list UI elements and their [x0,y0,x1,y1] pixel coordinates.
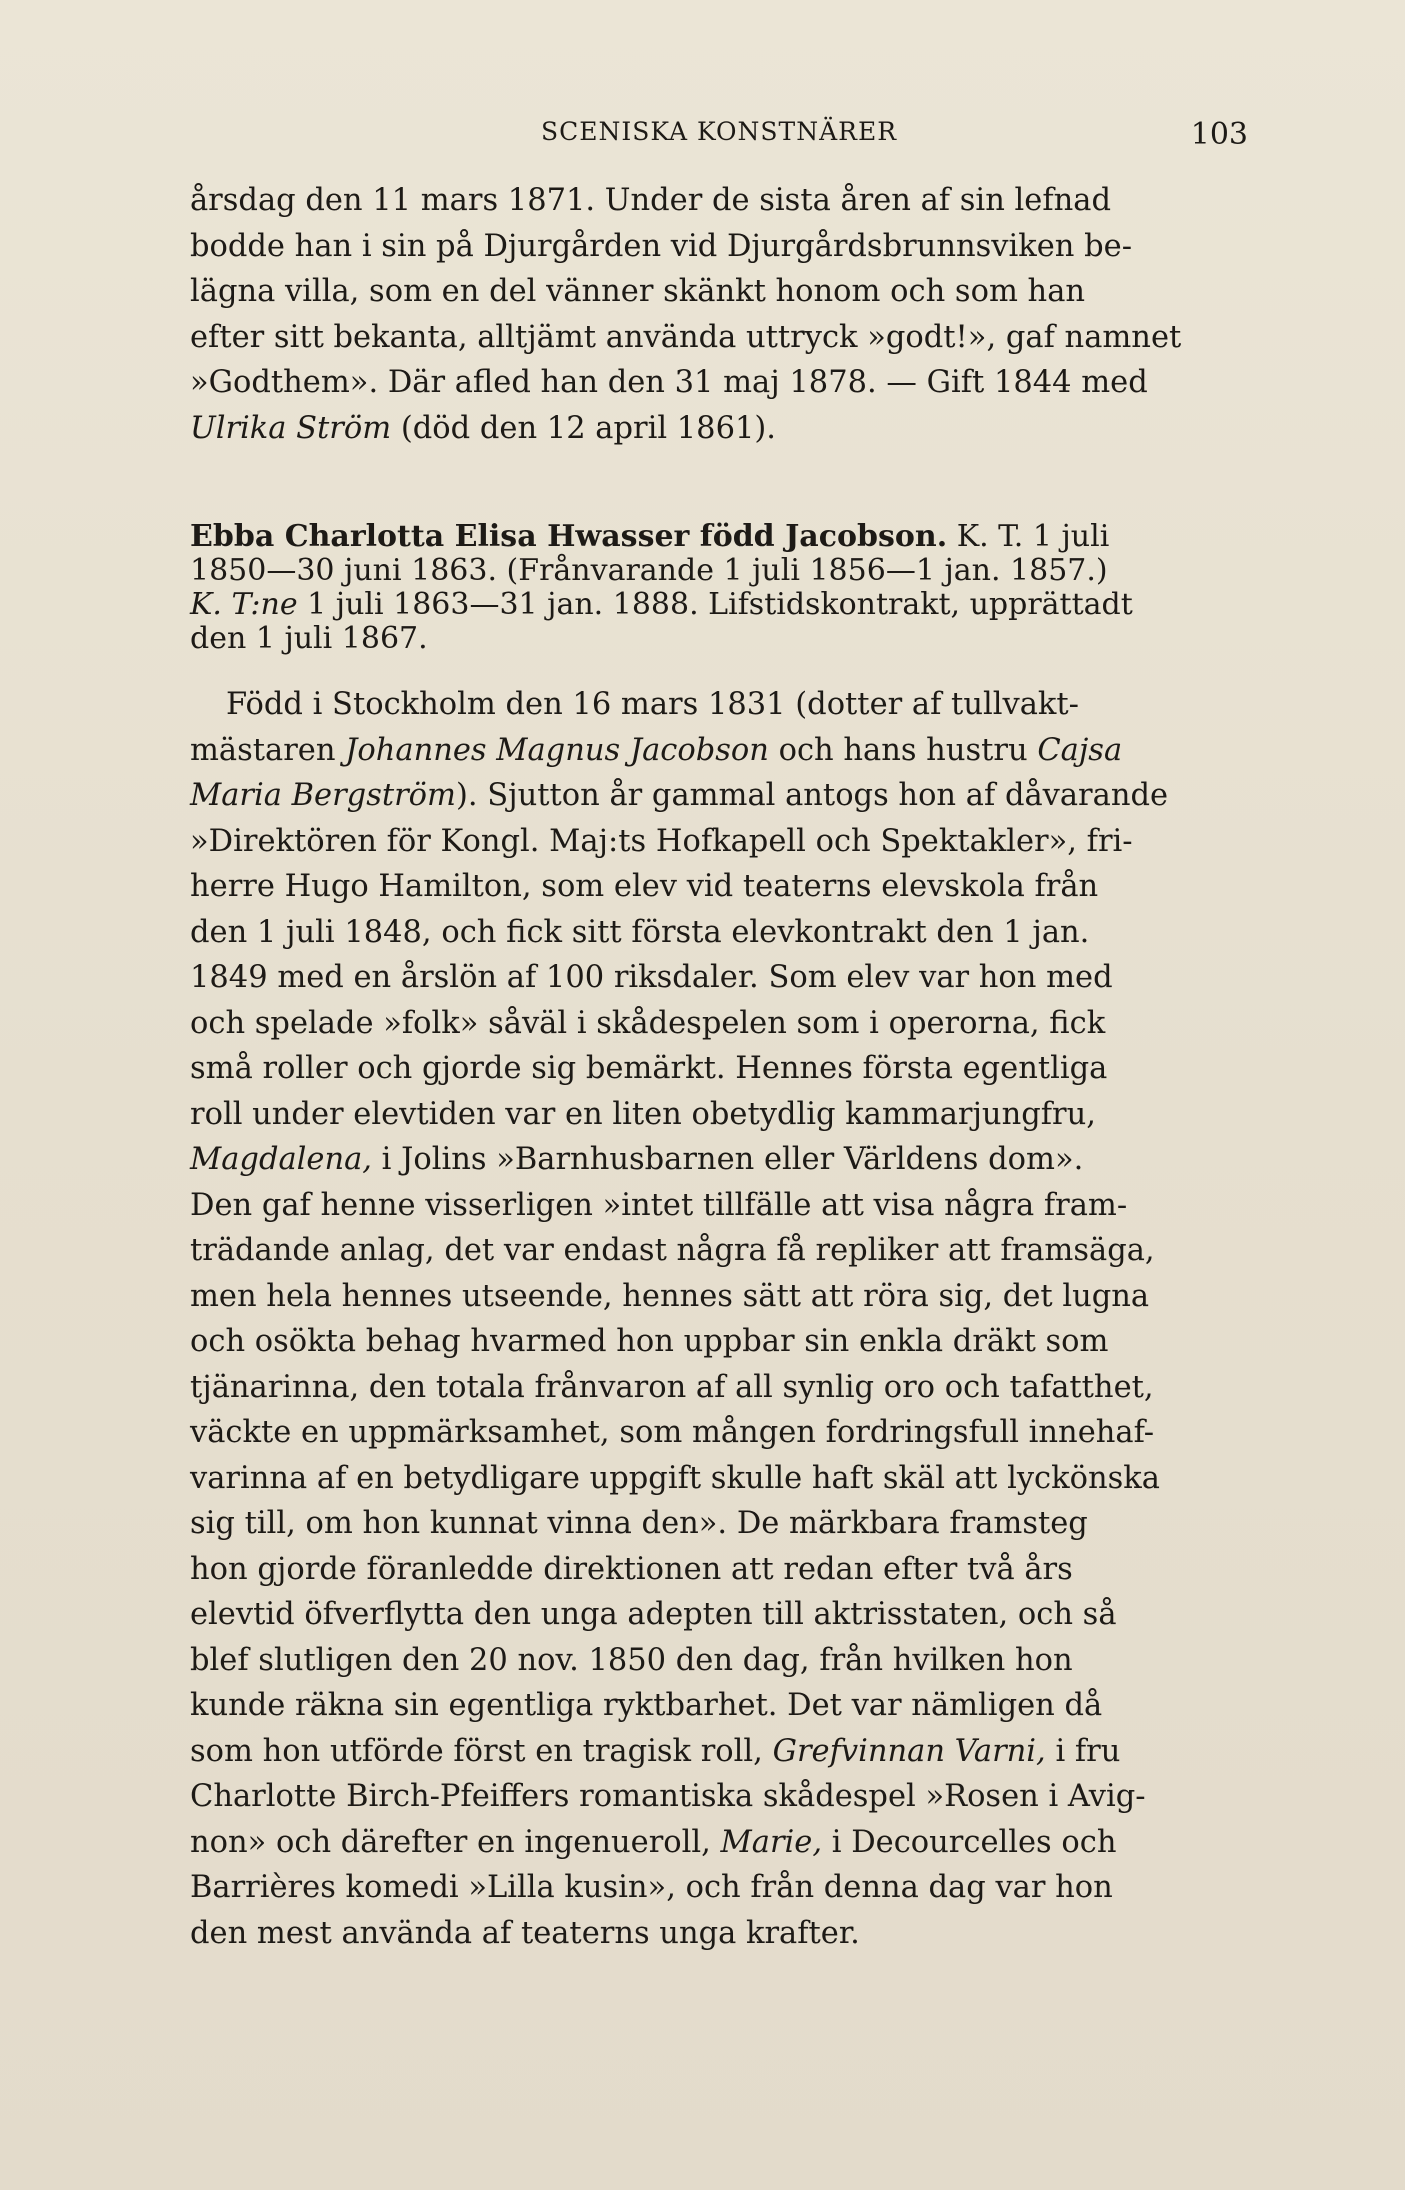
text-line [190,1820,1248,1866]
text-line [190,588,1248,622]
text-line [190,406,1248,452]
mother-name: Cajsa [1037,732,1123,768]
page-number: 103 [1190,117,1248,152]
text-line: årsdag den 11 mars 1871. Under de sista åren af sin lefnad [190,183,1111,218]
running-head: SCENISKA KONSTNÄRER [540,117,898,146]
text-line: tjänarinna, den totala frånvaron af all synlig oro och tafatthet, [190,1369,1154,1405]
text-line: och osökta behag hvarmed hon uppbar sin enkla dräkt som [190,1324,1109,1359]
text-line: »Godthem». Där afled han den 31 maj 1878. — Gift 1844 med [190,365,1148,400]
entry-name: Ebba Charlotta Elisa Hwasser född Jacobson. [190,519,948,554]
text-line [190,1729,1248,1775]
text-fragment: i Jolins »Barnhusbarnen eller Världens dom». [371,1142,1084,1177]
text-line: 1849 med en årslön af 100 riksdaler. Som elev var hon med [190,960,1113,995]
text-line: små roller och gjorde sig bemärkt. Hennes första egentliga [190,1051,1108,1086]
text-line: blef slutligen den 20 nov. 1850 den dag, från hvilken hon [190,1642,1073,1678]
text-fragment: i Decourcelles och [822,1824,1117,1860]
text-line: och spelade »folk» såväl i skådespelen som i operorna, fick [190,1005,1106,1041]
text-line: Charlotte Birch-Pfeiffers romantiska skådespel »Rosen i Avig- [190,1779,1146,1814]
text-line: »Direktören för Kongl. Maj:ts Hofkapell och Spektakler», fri- [190,823,1133,859]
text-line: men hela hennes utseende, hennes sätt att röra sig, det lugna [190,1278,1150,1314]
text-line [190,773,1248,819]
text-line [190,1137,1248,1183]
text-line: Född i Stockholm den 16 mars 1831 (dotter af tullvakt- [226,687,1079,722]
page-header [190,117,1248,157]
text-line: trädande anlag, det var endast några få repliker att framsäga, [190,1233,1155,1268]
text-line: den mest använda af teaterns unga krafter. [190,1915,860,1951]
text-fragment: non» och därefter en ingenueroll, [190,1824,721,1860]
text-line: elevtid öfverflytta den unga adepten till aktrisstaten, och så [190,1597,1117,1632]
father-name: Johannes Magnus Jacobson [345,732,769,768]
text-line [190,728,1248,774]
biography-paragraph [190,682,1248,1956]
paragraph-continuation [190,178,1248,451]
text-line: Barrières komedi »Lilla kusin», och från denna dag var hon [190,1870,1113,1905]
text-line: väckte en uppmärksamhet, som mången fordringsfull innehaf- [190,1415,1155,1450]
mother-name: Maria Bergström [190,778,456,813]
text-line: 1850—30 juni 1863. (Frånvarande 1 juli 1856—1 jan. 1857.) [190,553,1108,588]
role-name: Marie, [720,1824,823,1860]
text-line: efter sitt bekanta, alltjämt använda uttryck »godt!», gaf namnet [190,319,1182,355]
abbreviation: K. T:ne [190,587,298,622]
text-line: bodde han i sin på Djurgården vid Djurgårdsbrunnsviken be- [190,228,1133,264]
text-line: roll under elevtiden var en liten obetydlig kammarjungfru, [190,1096,1096,1132]
text-line: Den gaf henne visserligen »intet tillfälle att visa några fram- [190,1187,1128,1223]
text-fragment: i fru [1045,1733,1121,1769]
text-fragment: som hon utförde först en tragisk roll, [190,1733,773,1769]
text-line: kunde räkna sin egentliga ryktbarhet. Det var nämligen då [190,1688,1103,1723]
text-line [190,520,1248,554]
text-line: sig till, om hon kunnat vinna den». De märkbara framsteg [190,1506,1088,1541]
text-fragment: K. T. 1 juli [947,519,1110,554]
text-fragment: (död den 12 april 1861). [391,410,776,446]
role-name: Magdalena, [190,1142,372,1177]
text-line: den 1 juli 1867. [190,621,428,656]
text-line: hon gjorde föranledde direktionen att redan efter två års [190,1551,1073,1587]
text-line: varinna af en betydligare uppgift skulle haft skäl att lyckönska [190,1460,1160,1496]
text-line: den 1 juli 1848, och fick sitt första elevkontrakt den 1 jan. [190,914,1090,950]
text-fragment: och hans hustru [768,732,1038,768]
spouse-name: Ulrika Ström [190,410,392,446]
role-name: Grefvinnan Varni, [772,1733,1046,1769]
text-fragment: mästaren [190,732,346,768]
text-fragment: ). Sjutton år gammal antogs hon af dåvarande [455,778,1169,813]
text-fragment: 1 juli 1863—31 jan. 1888. Lifstidskontrakt, upprättadt [297,587,1133,622]
text-line: lägna villa, som en del vänner skänkt honom och som han [190,274,1086,309]
text-line: herre Hugo Hamilton, som elev vid teaterns elevskola från [190,869,1099,904]
entry-heading [190,520,1248,656]
